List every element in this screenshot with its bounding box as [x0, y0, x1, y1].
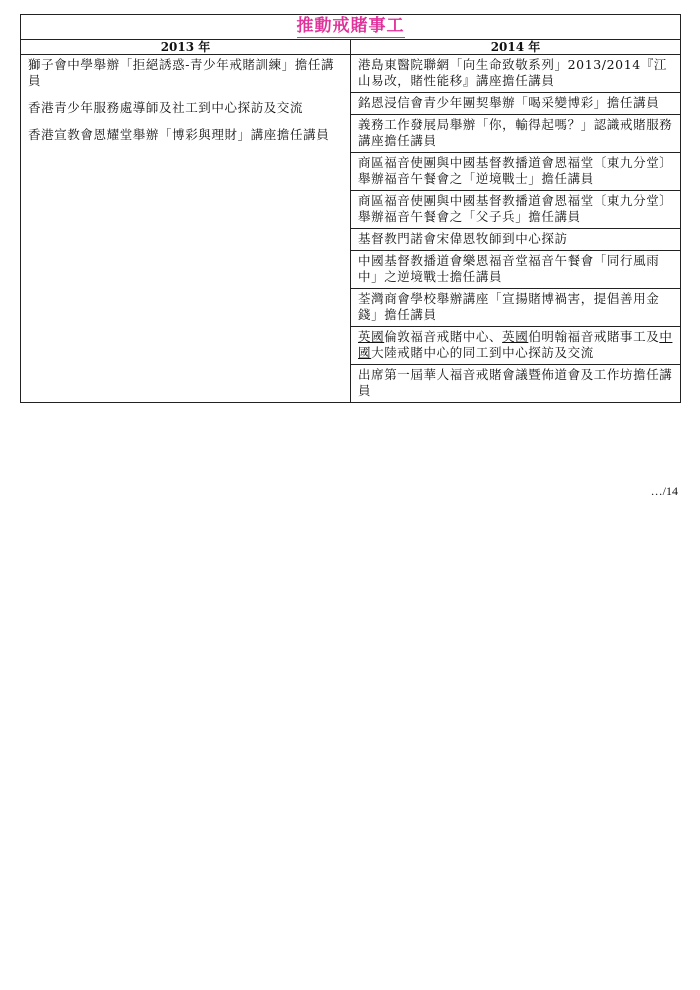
- entry-text: 伯明翰福音戒賭事工及: [528, 329, 660, 344]
- list-item: 商區福音使團與中國基督教播道會恩福堂〔東九分堂〕舉辦福音午餐會之「逆境戰士」擔任講員: [351, 153, 680, 191]
- list-item: 香港宣教會恩耀堂舉辦「博彩與理財」講座擔任講員: [28, 127, 330, 142]
- table-title: 推動戒賭事工: [296, 16, 405, 36]
- header-2013: 2013 年: [21, 40, 351, 55]
- underlined-country: 中國: [358, 329, 673, 360]
- list-item: 獅子會中學舉辦「拒絕誘惑-青少年戒賭訓練」擔任講員: [28, 57, 335, 88]
- header-2014: 2014 年: [351, 40, 681, 55]
- underlined-country: 英國: [502, 329, 529, 344]
- list-item: 銘恩浸信會青少年團契舉辦「喝采變博彩」擔任講員: [351, 93, 680, 115]
- list-item: 中國基督教播道會樂恩福音堂福音午餐會「同行風雨中」之逆境戰士擔任講員: [351, 251, 680, 289]
- entry-text: 大陸戒賭中心的同工到中心探訪及交流: [371, 345, 594, 360]
- list-item: 香港青少年服務處導師及社工到中心探訪及交流: [28, 100, 304, 115]
- list-item: 基督教門諾會宋偉恩牧師到中心探訪: [351, 229, 680, 251]
- list-item: 出席第一屆華人福音戒賭會議暨佈道會及工作坊擔任講員: [358, 367, 673, 398]
- list-item: 義務工作發展局舉辦「你，輸得起嗎？」認識戒賭服務講座擔任講員: [351, 115, 680, 153]
- page-continuation-marker: …/14: [650, 484, 678, 498]
- list-item: 荃灣商會學校舉辦講座「宣揚賭博禍害，提倡善用金錢」擔任講員: [351, 289, 680, 327]
- table-title-cell: [21, 15, 681, 40]
- list-item: 港島東醫院聯網「向生命致敬系列」2013/2014『江山易改，賭性能移』講座擔任講員: [351, 55, 680, 93]
- outreach-table: [20, 14, 681, 403]
- underlined-country: 英國: [358, 329, 385, 344]
- column-2013: [21, 55, 351, 403]
- entry-text: 倫敦福音戒賭中心、: [384, 329, 503, 344]
- list-item-visit-uk-china: [351, 327, 680, 365]
- list-item: 商區福音使團與中國基督教播道會恩福堂〔東九分堂〕舉辦福音午餐會之「父子兵」擔任講員: [351, 191, 680, 229]
- page-sheet: [20, 14, 681, 403]
- column-2014: [351, 55, 681, 403]
